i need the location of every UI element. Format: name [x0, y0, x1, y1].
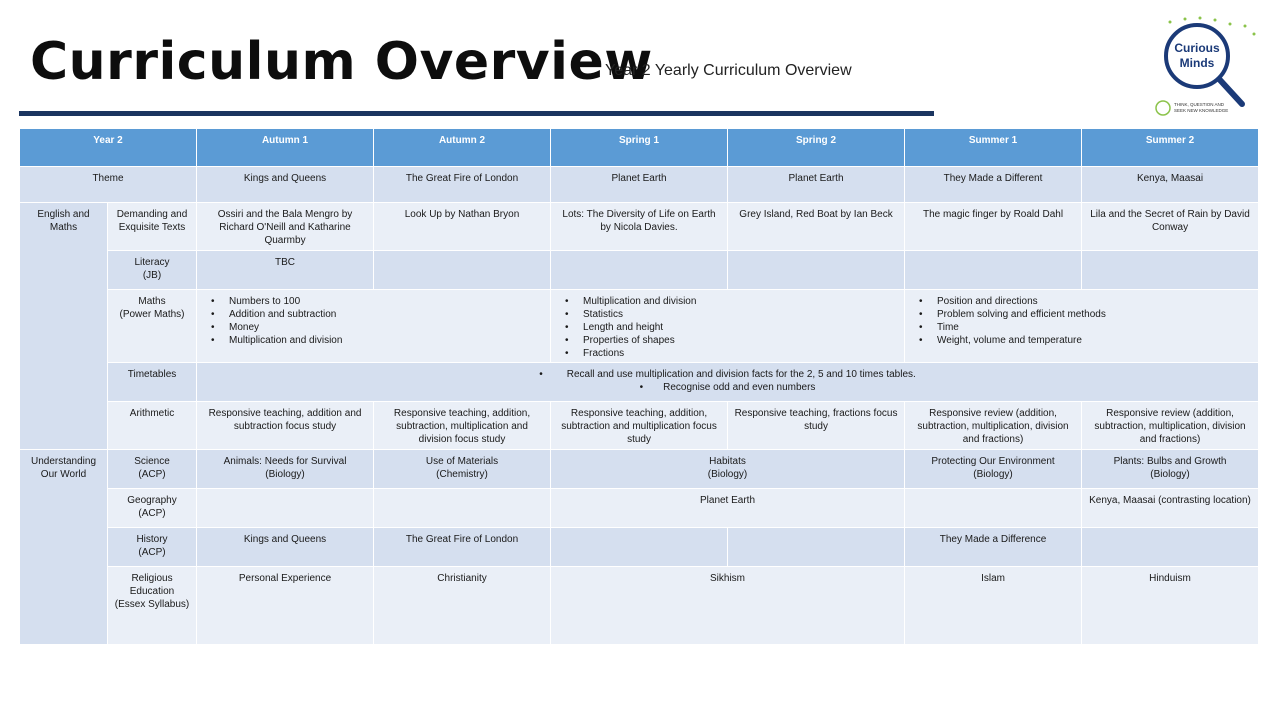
- list-item: • Numbers to 100: [223, 295, 544, 308]
- col-header-autumn2: Autumn 2: [374, 129, 551, 167]
- science-summer2-strand: (Biology): [1150, 469, 1190, 480]
- texts-summer2: Lila and the Secret of Rain by David Conway: [1082, 203, 1259, 251]
- maths-autumn: [197, 290, 551, 363]
- row-label-texts: Demanding and Exquisite Texts: [108, 203, 197, 251]
- list-item: • Statistics: [577, 308, 898, 321]
- texts-summer1: The magic finger by Roald Dahl: [905, 203, 1082, 251]
- theme-autumn2: The Great Fire of London: [374, 167, 551, 203]
- theme-autumn1: Kings and Queens: [197, 167, 374, 203]
- arithmetic-spring1: Responsive teaching, addition, subtraction and multiplication focus study: [551, 402, 728, 450]
- list-item: • Multiplication and division: [577, 295, 898, 308]
- history-spring2: [728, 528, 905, 567]
- science-spring-topic: Habitats: [709, 456, 746, 467]
- row-label-re: [108, 567, 197, 645]
- arithmetic-autumn1: Responsive teaching, addition and subtraction focus study: [197, 402, 374, 450]
- logo-text-minds: Minds: [1179, 56, 1215, 70]
- list-item: • Weight, volume and temperature: [931, 334, 1252, 347]
- header-row: [20, 129, 1259, 167]
- history-label-line1: History: [136, 534, 168, 545]
- re-autumn2: Christianity: [374, 567, 551, 645]
- col-header-summer1: Summer 1: [905, 129, 1082, 167]
- row-label-theme: Theme: [20, 167, 197, 203]
- col-header-year: Year 2: [20, 129, 197, 167]
- col-header-spring2: Spring 2: [728, 129, 905, 167]
- texts-spring2: Grey Island, Red Boat by Ian Beck: [728, 203, 905, 251]
- group-label-understanding-world: Understanding Our World: [20, 450, 108, 645]
- row-label-arithmetic: Arithmetic: [108, 402, 197, 450]
- literacy-summer2: [1082, 251, 1259, 290]
- literacy-label-line2: (JB): [142, 270, 162, 281]
- science-spring: [551, 450, 905, 489]
- science-autumn2-topic: Use of Materials: [425, 456, 499, 467]
- school-logo: [1150, 14, 1260, 124]
- page-subtitle: Year 2 Yearly Curriculum Overview: [605, 62, 852, 79]
- timetables-item-1: • Recall and use multiplication and division facts for the 2, 5 and 10 times tables.: [539, 369, 916, 380]
- list-item: • Money: [223, 321, 544, 334]
- maths-label-line1: Maths: [138, 296, 166, 307]
- list-item: • Position and directions: [931, 295, 1252, 308]
- arithmetic-spring2: Responsive teaching, fractions focus study: [728, 402, 905, 450]
- row-label-geography: [108, 489, 197, 528]
- list-item: • Length and height: [577, 321, 898, 334]
- re-label-line1: Religious: [131, 573, 173, 584]
- maths-row: [20, 290, 1259, 363]
- maths-spring: [551, 290, 905, 363]
- list-item: • Multiplication and division: [223, 334, 544, 347]
- geography-autumn1: [197, 489, 374, 528]
- timetables-row: [20, 363, 1259, 402]
- geography-row: [20, 489, 1259, 528]
- arithmetic-autumn2: Responsive teaching, addition, subtraction, multiplication and division focus study: [374, 402, 551, 450]
- science-autumn2: [374, 450, 551, 489]
- list-item: • Time: [931, 321, 1252, 334]
- timetables-item-2: • Recognise odd and even numbers: [639, 382, 816, 393]
- texts-spring1: Lots: The Diversity of Life on Earth by Nicola Davies.: [551, 203, 728, 251]
- theme-spring2: Planet Earth: [728, 167, 905, 203]
- geography-label-line2: (ACP): [138, 508, 166, 519]
- row-label-science: [108, 450, 197, 489]
- timetables-content: [197, 363, 1259, 402]
- history-row: [20, 528, 1259, 567]
- literacy-autumn2: [374, 251, 551, 290]
- science-autumn1-strand: (Biology): [265, 469, 305, 480]
- science-summer2: [1082, 450, 1259, 489]
- science-summer2-topic: Plants: Bulbs and Growth: [1113, 456, 1227, 467]
- science-summer1: [905, 450, 1082, 489]
- science-row: [20, 450, 1259, 489]
- history-summer1: They Made a Difference: [905, 528, 1082, 567]
- row-label-maths: [108, 290, 197, 363]
- col-header-spring1: Spring 1: [551, 129, 728, 167]
- curriculum-table: [19, 128, 1259, 645]
- list-item: • Problem solving and efficient methods: [931, 308, 1252, 321]
- literacy-summer1: [905, 251, 1082, 290]
- geography-label-line1: Geography: [127, 495, 177, 506]
- science-spring-strand: (Biology): [707, 469, 748, 480]
- science-summer1-topic: Protecting Our Environment: [931, 456, 1055, 467]
- row-label-literacy: [108, 251, 197, 290]
- literacy-spring1: [551, 251, 728, 290]
- theme-row: [20, 167, 1259, 203]
- theme-spring1: Planet Earth: [551, 167, 728, 203]
- history-label-line2: (ACP): [138, 547, 166, 558]
- list-item: • Addition and subtraction: [223, 308, 544, 321]
- theme-summer2: Kenya, Maasai: [1082, 167, 1259, 203]
- geography-autumn2: [374, 489, 551, 528]
- literacy-label-line1: Literacy: [134, 257, 170, 268]
- geography-spring: Planet Earth: [551, 489, 905, 528]
- maths-summer: [905, 290, 1259, 363]
- literacy-autumn1: TBC: [197, 251, 374, 290]
- science-autumn2-strand: (Chemistry): [436, 469, 488, 480]
- arithmetic-summer2: Responsive review (addition, subtraction, multiplication, division and fractions): [1082, 402, 1259, 450]
- timetables-item-2-text: Recognise odd and even numbers: [663, 382, 816, 393]
- history-summer2: [1082, 528, 1259, 567]
- history-autumn1: Kings and Queens: [197, 528, 374, 567]
- science-autumn1: [197, 450, 374, 489]
- title-underline: [19, 111, 934, 116]
- arithmetic-summer1: Responsive review (addition, subtraction, multiplication, division and fractions): [905, 402, 1082, 450]
- col-header-summer2: Summer 2: [1082, 129, 1259, 167]
- history-spring1: [551, 528, 728, 567]
- re-row: [20, 567, 1259, 645]
- re-spring: Sikhism: [551, 567, 905, 645]
- arithmetic-row: [20, 402, 1259, 450]
- science-summer1-strand: (Biology): [973, 469, 1013, 480]
- re-label-line3: (Essex Syllabus): [114, 599, 190, 610]
- group-label-english-maths: English and Maths: [20, 203, 108, 450]
- science-autumn1-topic: Animals: Needs for Survival: [223, 456, 347, 467]
- texts-autumn2: Look Up by Nathan Bryon: [374, 203, 551, 251]
- texts-row: [20, 203, 1259, 251]
- literacy-row: [20, 251, 1259, 290]
- geography-summer1: [905, 489, 1082, 528]
- theme-summer1: They Made a Different: [905, 167, 1082, 203]
- logo-text-curious: Curious: [1174, 41, 1220, 55]
- timetables-item-1-text: Recall and use multiplication and division facts for the 2, 5 and 10 times tables.: [566, 369, 916, 380]
- page-title: Curriculum Overview: [30, 32, 653, 92]
- logo-tagline-1: THINK, QUESTION AND: [1174, 102, 1225, 107]
- texts-autumn1: Ossiri and the Bala Mengro by Richard O'Neill and Katharine Quarmby: [197, 203, 374, 251]
- col-header-autumn1: Autumn 1: [197, 129, 374, 167]
- list-item: • Fractions: [577, 347, 898, 360]
- re-summer1: Islam: [905, 567, 1082, 645]
- geography-summer2: Kenya, Maasai (contrasting location): [1082, 489, 1259, 528]
- re-summer2: Hinduism: [1082, 567, 1259, 645]
- re-autumn1: Personal Experience: [197, 567, 374, 645]
- row-label-history: [108, 528, 197, 567]
- science-label-line2: (ACP): [138, 469, 166, 480]
- science-label-line1: Science: [134, 456, 170, 467]
- history-autumn2: The Great Fire of London: [374, 528, 551, 567]
- logo-tagline-2: SEEK NEW KNOWLEDGE: [1174, 108, 1229, 113]
- row-label-timetables: Timetables: [108, 363, 197, 402]
- re-label-line2: Education: [129, 586, 175, 597]
- maths-label-line2: (Power Maths): [119, 309, 185, 320]
- literacy-spring2: [728, 251, 905, 290]
- list-item: • Properties of shapes: [577, 334, 898, 347]
